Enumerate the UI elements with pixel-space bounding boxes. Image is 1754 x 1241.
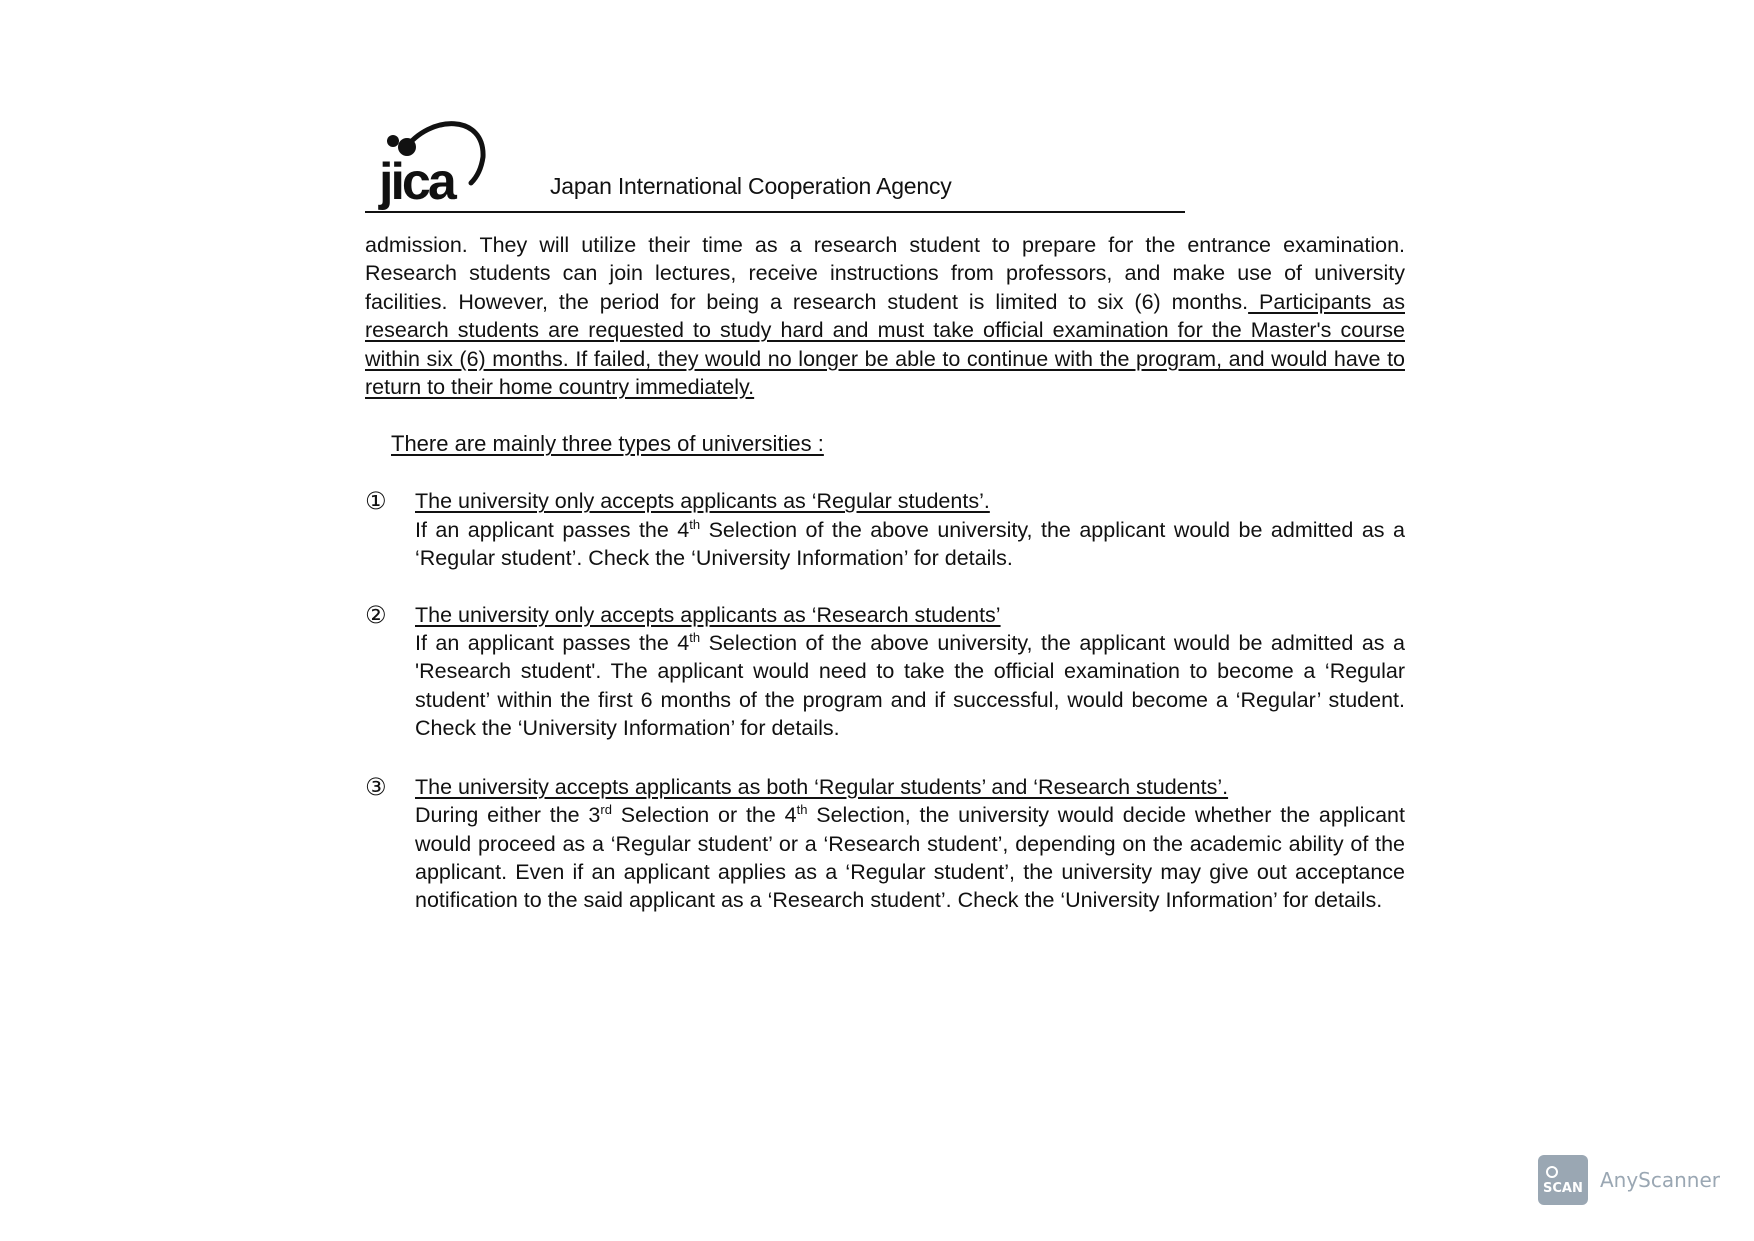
item-title: The university accepts applicants as both ‘Regular students’ and ‘Research students’.	[415, 774, 1229, 799]
document-page	[365, 115, 1405, 915]
circled-number-1: ①	[365, 487, 387, 516]
intro-text: admission. They will utilize their time as a research student to prepare for the entrance examination. Research students can join lectures, receive instructions from professors, and make use of university facilities. However, the period for being a research student is limited to six (6) months.	[365, 233, 1405, 314]
watermark-app-name: AnyScanner	[1599, 1168, 1720, 1192]
circled-number-2: ②	[365, 600, 387, 629]
types-heading: There are mainly three types of universities :	[391, 431, 824, 457]
circled-number-3: ③	[365, 772, 387, 801]
jica-logo-icon	[375, 119, 495, 211]
list-item	[365, 773, 1405, 915]
item-text: During either the 3rd Selection or the 4th Selection, the university would decide whether the applicant would proceed as a ‘Regular student’ or a ‘Research student’, depending on the academic ability of the applicant. Even if an applicant applies as a ‘Regular student’, the university may give out acceptance notification to the said applicant as a ‘Research student’. Check the ‘University Information’ for details.	[415, 801, 1405, 913]
scan-badge-icon: SCAN	[1538, 1155, 1588, 1205]
logo-text: jica	[379, 153, 454, 211]
item-text: If an applicant passes the 4th Selection of the above university, the applicant would be admitted as a 'Research student'. The applicant would need to take the official examination to become a ‘Regular student’ within the first 6 months of the program and if successful, would become a ‘Regular’ student. Check the ‘University Information’ for details.	[415, 629, 1405, 741]
list-item	[365, 487, 1405, 572]
item-text: If an applicant passes the 4th Selection of the above university, the applicant would be admitted as a ‘Regular student’. Check the ‘University Information’ for details.	[415, 516, 1405, 571]
item-title: The university only accepts applicants as ‘Regular students’.	[415, 489, 990, 514]
agency-name: Japan International Cooperation Agency	[550, 173, 952, 199]
item-title: The university only accepts applicants as ‘Research students’	[415, 602, 1001, 627]
letterhead	[365, 115, 1185, 213]
intro-paragraph	[365, 231, 1405, 401]
intro-underlined-text: Participants as research students are requested to study hard and must take official examination for the Master's course within six (6) months. If failed, they would no longer be able to continue with the program, and would have to return to their home country immediately.	[365, 289, 1405, 400]
list-item	[365, 601, 1405, 743]
scanner-watermark	[1538, 1155, 1720, 1205]
